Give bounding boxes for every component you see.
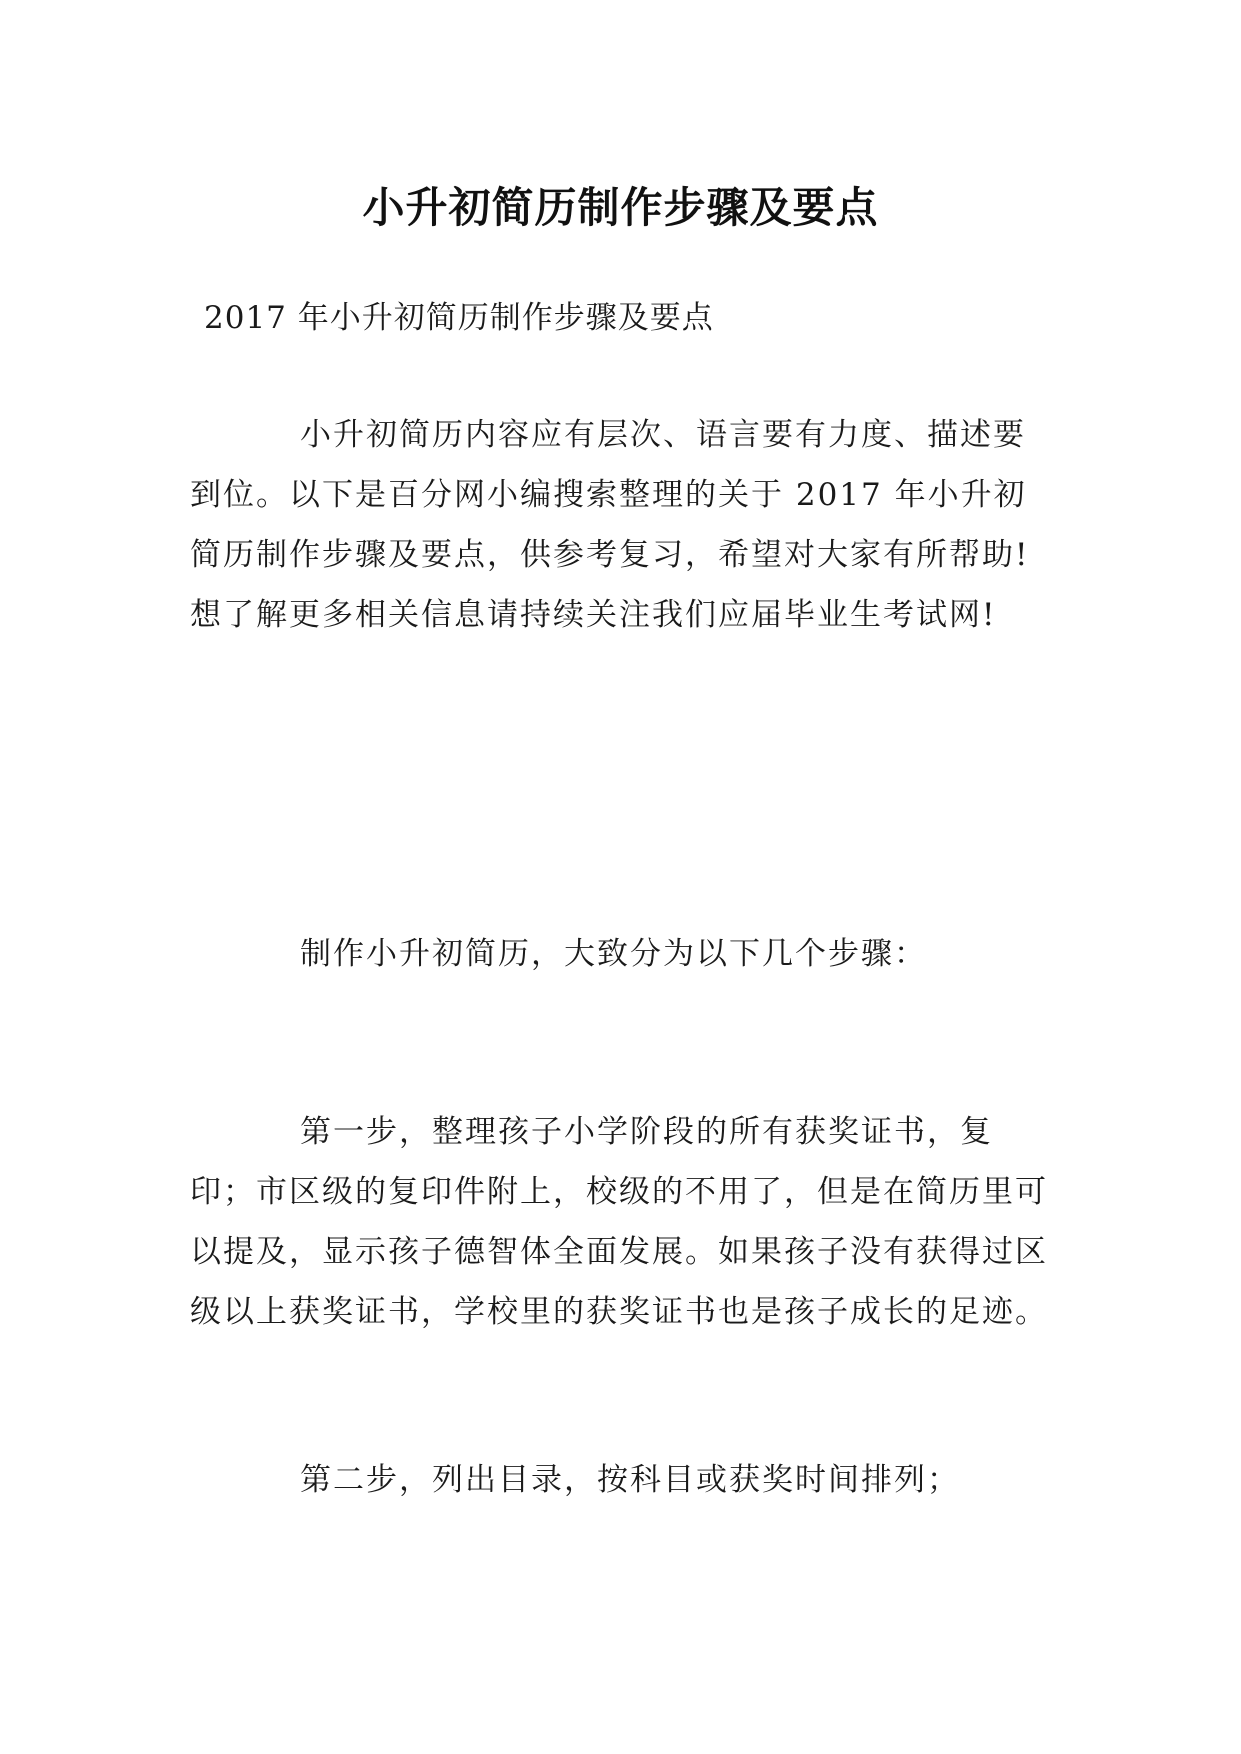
- document-subtitle: 2017 年小升初简历制作步骤及要点: [204, 300, 714, 336]
- document-title: 小升初简历制作步骤及要点: [362, 183, 879, 233]
- intro-paragraph: 小升初简历内容应有层次、语言要有力度、描述要到位。以下是百分网小编搜索整理的关于 2017 年小升初简历制作步骤及要点，供参考复习，希望对大家有所帮助!想了解更多相关信息请持续关注我们应届毕业生考试网!: [190, 417, 1030, 633]
- step-two-paragraph: 第二步，列出目录，按科目或获奖时间排列；: [300, 1462, 960, 1498]
- step-one-paragraph: 第一步，整理孩子小学阶段的所有获奖证书，复印；市区级的复印件附上，校级的不用了，但是在简历里可以提及，显示孩子德智体全面发展。如果孩子没有获得过区级以上获奖证书，学校里的获奖证书也是孩子成长的足迹。: [190, 1114, 1048, 1330]
- steps-intro-paragraph: 制作小升初简历，大致分为以下几个步骤：: [300, 936, 927, 972]
